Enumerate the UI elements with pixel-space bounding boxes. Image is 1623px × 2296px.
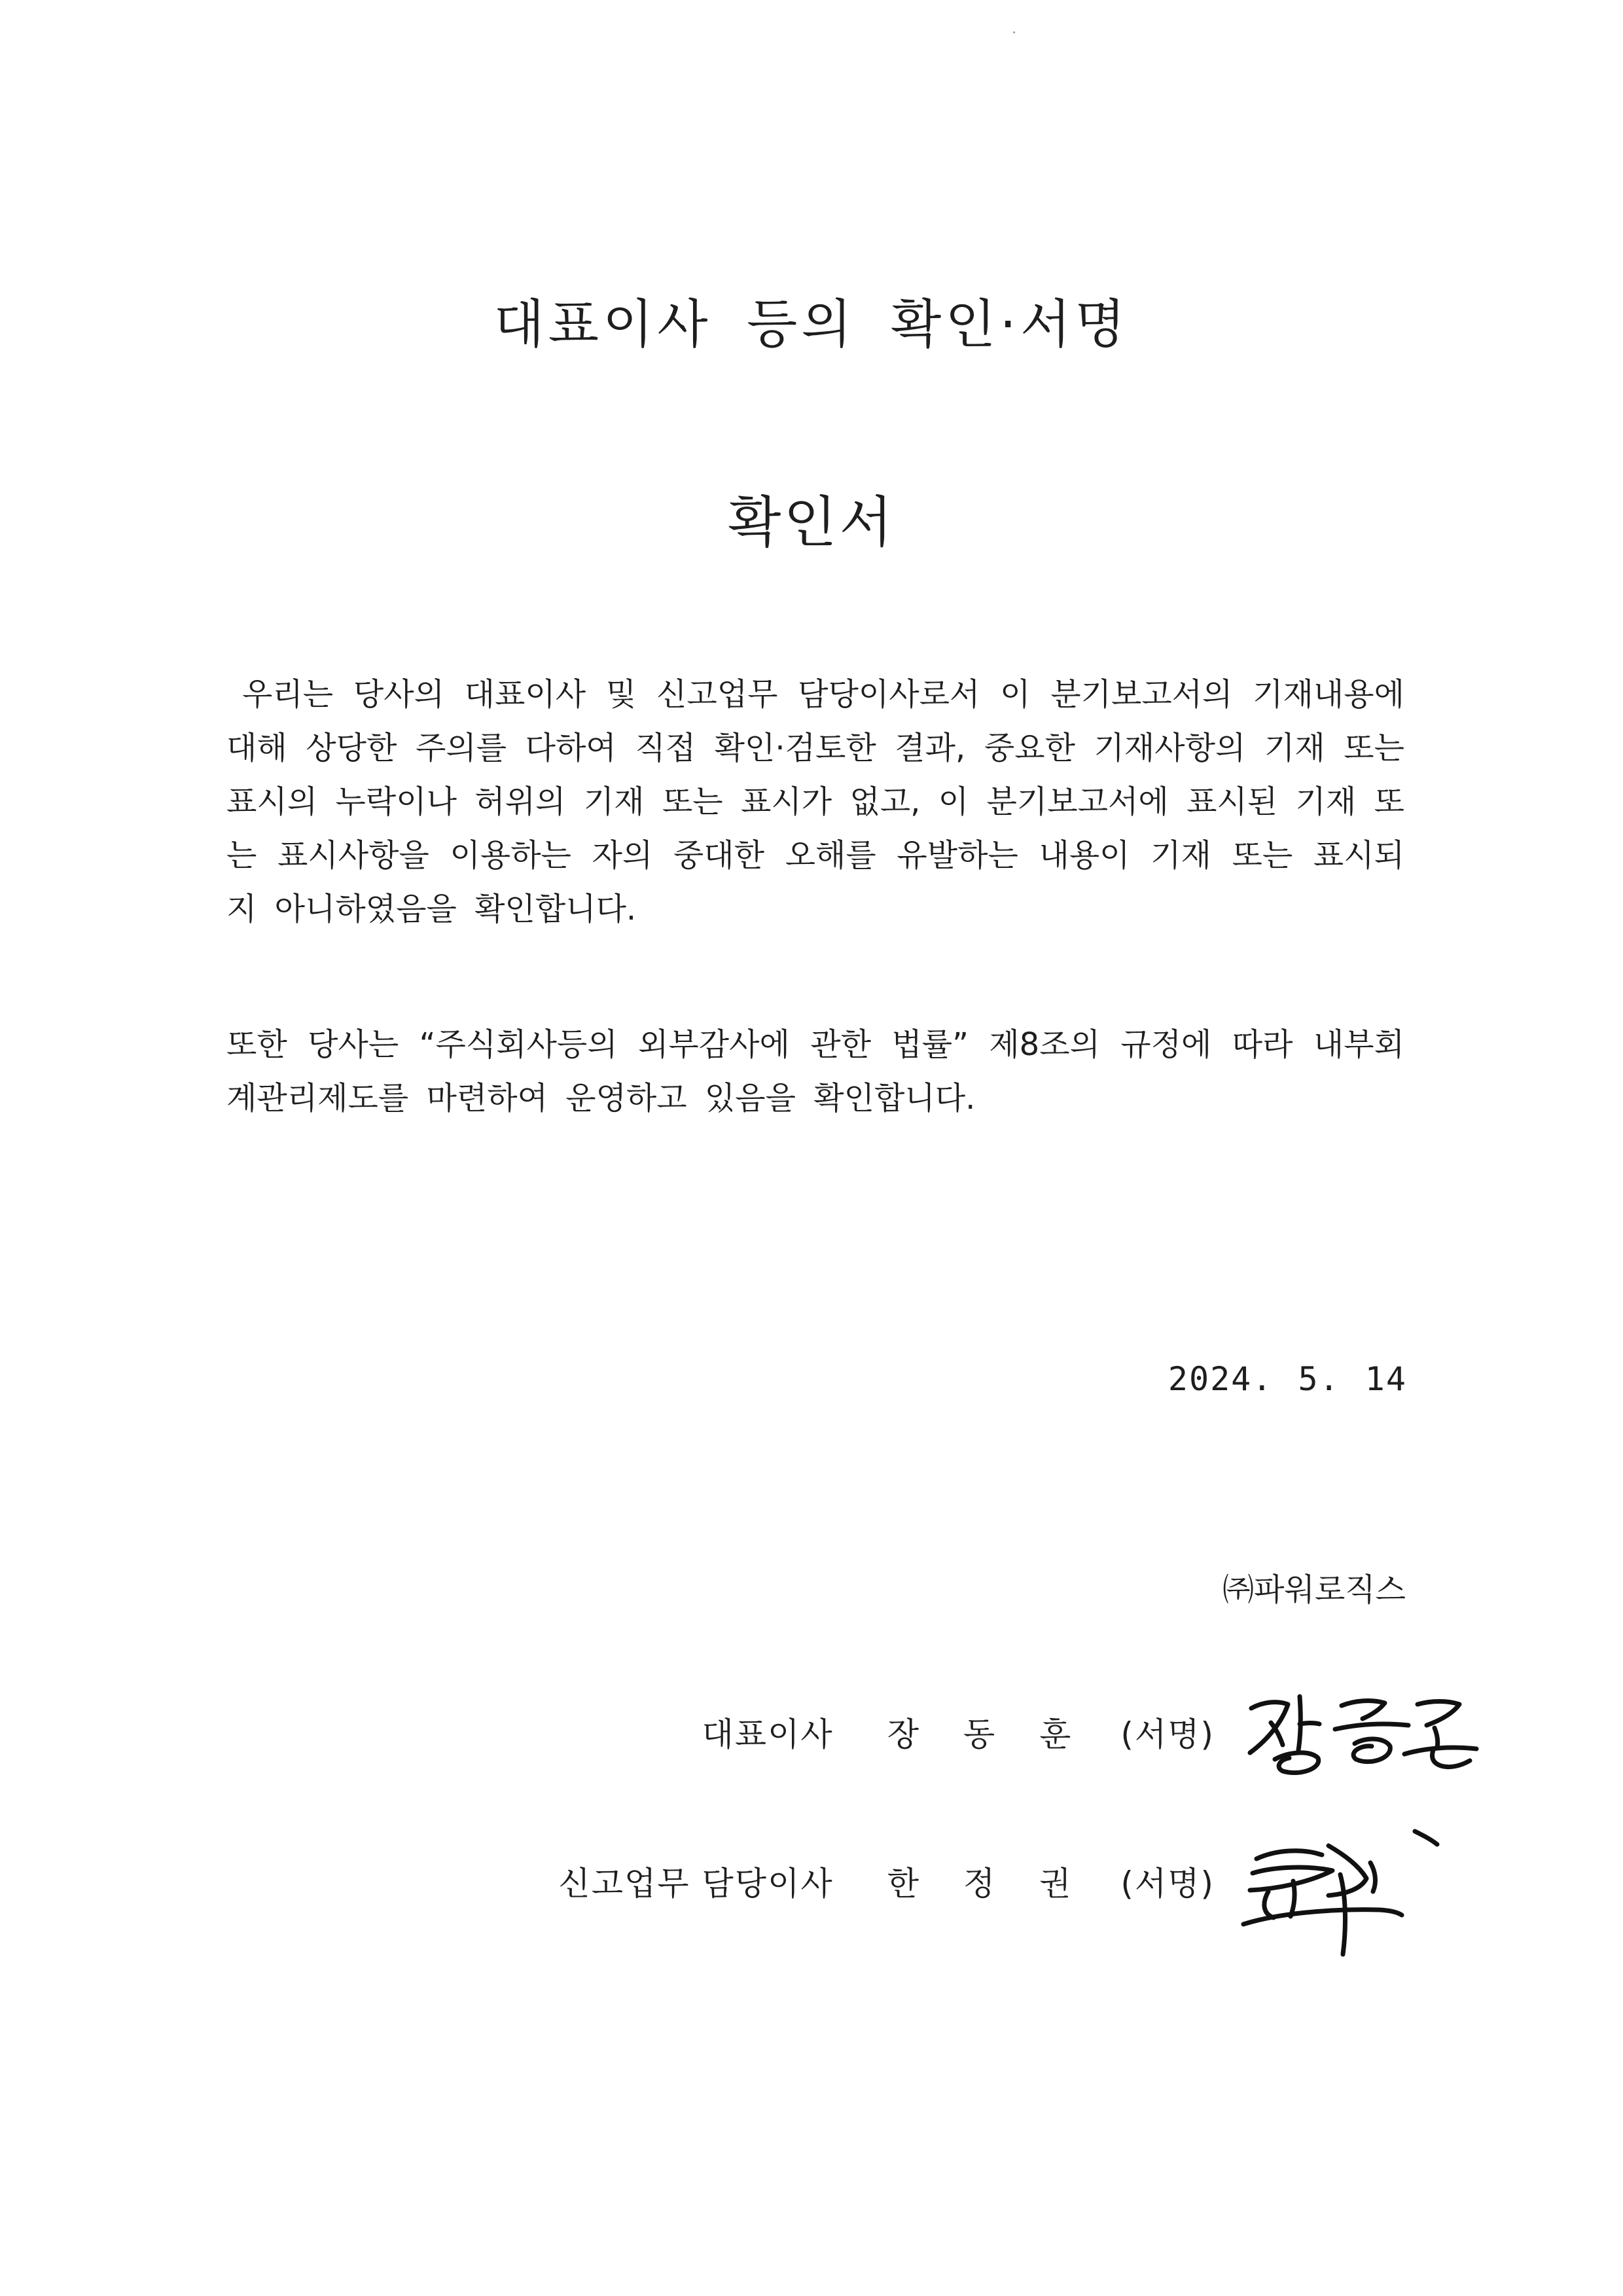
reporting-director-handwritten-signature — [1230, 1826, 1446, 1964]
reporting-director-signature-line — [558, 1857, 1215, 1905]
confirmation-paragraph: 우리는 당사의 대표이사 및 신고업무 담당이사로서 이 분기보고서의 기재내용에 대해 상당한 주의를 다하여 직접 확인·검토한 결과, 중요한 기재사항의 기재 또는 표시의 누락이나 허위의 기재 또는 표시가 없고, 이 분기보고서에 표시된 기재 또는 표시사항을 이용하는 자의 중대한 오해를 유발하는 내용이 기재 또는 표시되지 아니하였음을 확인합니다. — [226, 676, 1404, 927]
reporting-director-name: 한 정 권 — [887, 1865, 1088, 1903]
ceo-handwritten-signature — [1237, 1682, 1486, 1780]
scan-speck — [1013, 31, 1015, 33]
ceo-signature-mark: (서명) — [1120, 1715, 1215, 1753]
reporting-director-role: 신고업무 담당이사 — [558, 1865, 834, 1903]
company-name: ㈜파워로직스 — [1222, 1571, 1406, 1608]
reporting-director-signature-mark: (서명) — [1120, 1865, 1215, 1903]
ceo-signature-line — [702, 1708, 1215, 1755]
internal-control-paragraph: 또한 당사는 “주식회사등의 외부감사에 관한 법률” 제8조의 규정에 따라 내부회계관리제도를 마련하여 운영하고 있음을 확인합니다. — [226, 1026, 1404, 1117]
document-title: 대표이사 등의 확인·서명 — [493, 294, 1130, 355]
ceo-name: 장 동 훈 — [887, 1715, 1088, 1753]
document-date: 2024. 5. 14 — [1168, 1360, 1407, 1398]
document-subtitle: 확인서 — [728, 490, 895, 554]
ceo-role: 대표이사 — [702, 1715, 834, 1753]
